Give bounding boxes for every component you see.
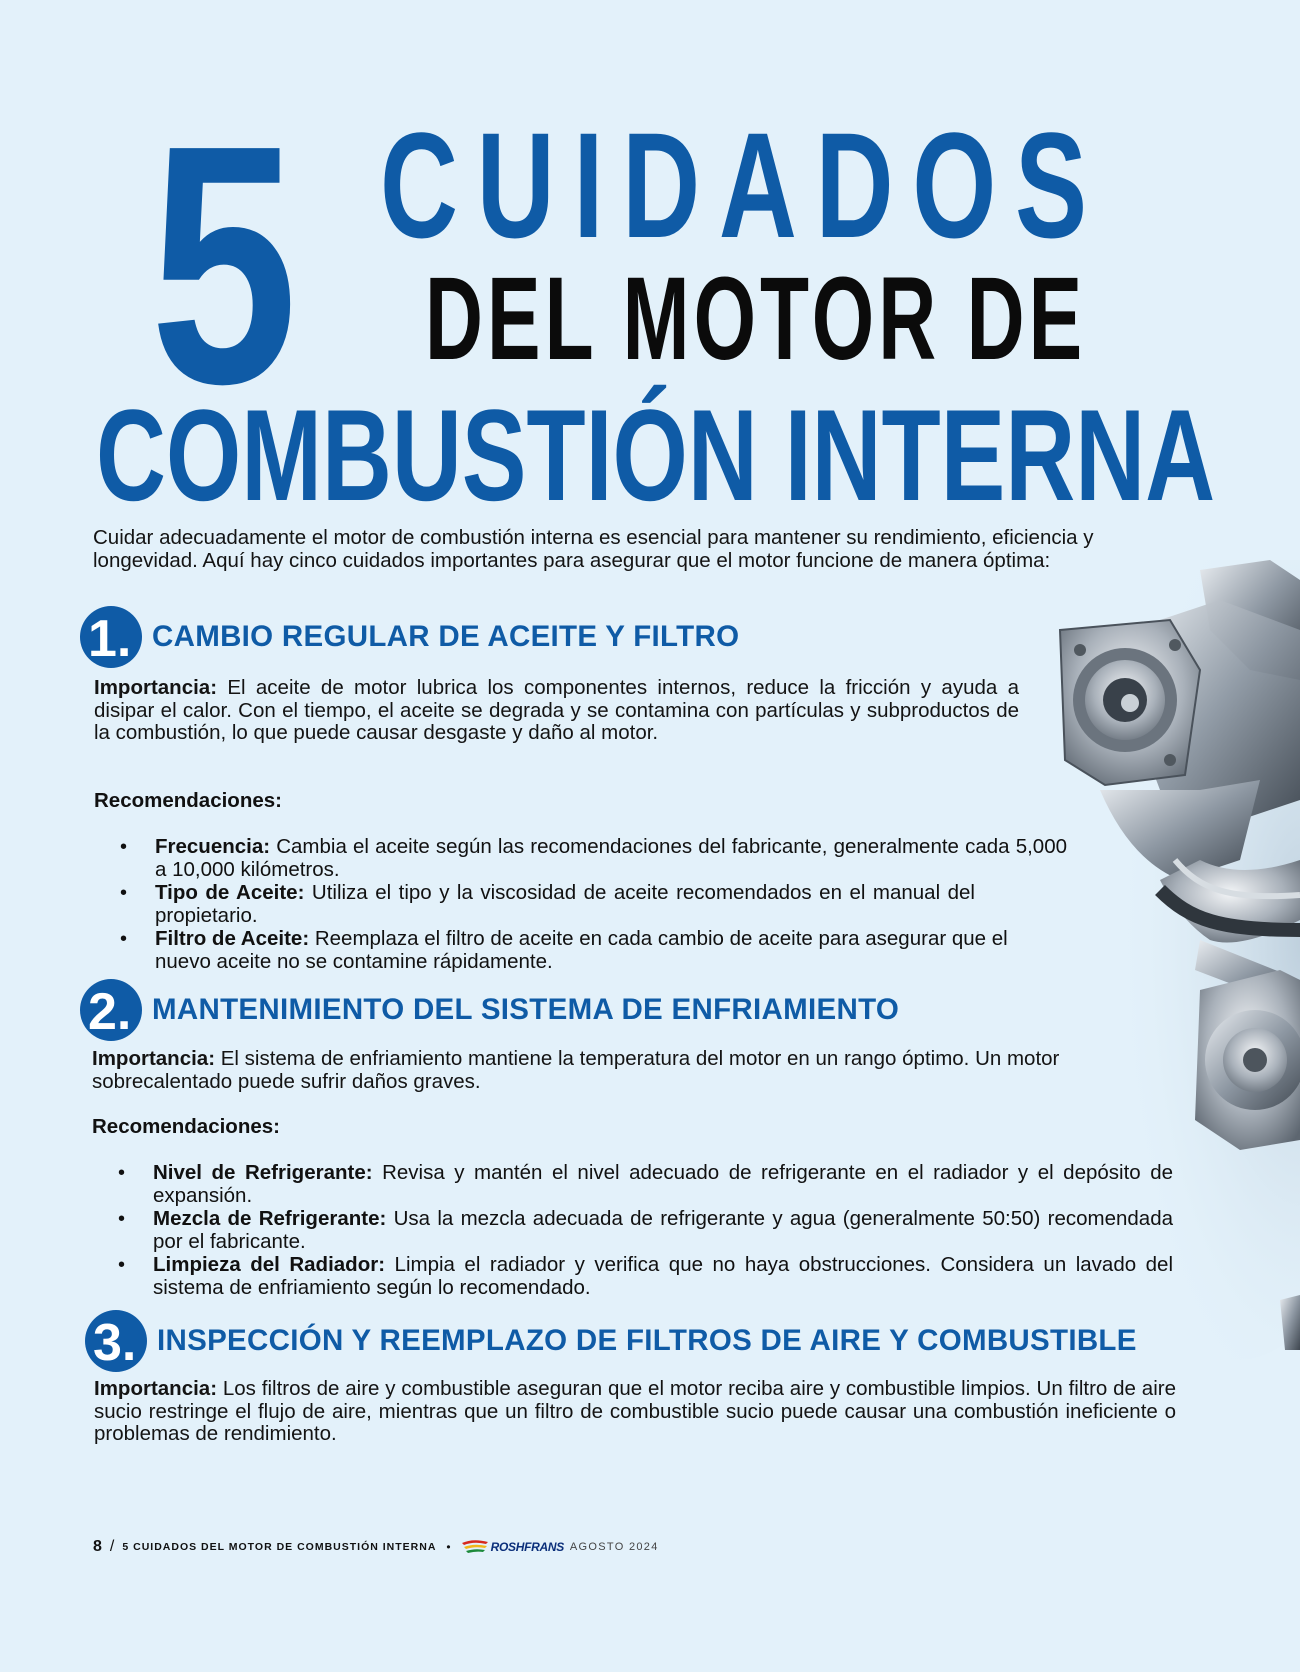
section-2-recommendations-label: Recomendaciones:	[92, 1115, 280, 1138]
title-line-3: COMBUSTIÓN INTERNA	[96, 382, 1216, 528]
section-2-number-badge: 2.	[80, 979, 142, 1041]
section-1-importance: Importancia: El aceite de motor lubrica los componentes internos, reduce la fricción y ayuda a disipar el calor. Con el tiempo, el aceite se degrada y se contamina con partículas y subproductos de la combustión, lo que puede causar desgaste y daño al motor.	[94, 676, 1019, 744]
title-number: 5	[150, 75, 293, 455]
footer-separator: /	[109, 1538, 115, 1555]
issue-date: AGOSTO 2024	[569, 1541, 659, 1553]
list-item: • Nivel de Refrigerante: Revisa y mantén el nivel adecuado de refrigerante en el radiador y el depósito de expansión.	[118, 1162, 1173, 1207]
section-2-title: MANTENIMIENTO DEL SISTEMA DE ENFRIAMIENTO	[152, 993, 900, 1026]
section-1-list	[120, 836, 1067, 974]
footer-title: 5 CUIDADOS DEL MOTOR DE COMBUSTIÓN INTERNA	[122, 1541, 437, 1553]
brand-name: ROSHFRANS	[490, 1540, 564, 1554]
section-3-importance: Importancia: Los filtros de aire y combustible aseguran que el motor reciba aire y combustible limpios. Un filtro de aire sucio restringe el flujo de aire, mientras que un filtro de combustible sucio puede causar una combustión ineficiente o problemas de rendimiento.	[94, 1377, 1176, 1445]
section-1-number-badge: 1.	[80, 606, 142, 668]
section-2-heading	[80, 979, 899, 1041]
list-item: • Filtro de Aceite: Reemplaza el filtro de aceite en cada cambio de aceite para asegurar que el nuevo aceite no se contamine rápidamente.	[120, 928, 1067, 973]
section-2-list	[118, 1162, 1173, 1300]
section-3-title: INSPECCIÓN Y REEMPLAZO DE FILTROS DE AIRE Y COMBUSTIBLE	[157, 1324, 1137, 1357]
section-2-importance: Importancia: El sistema de enfriamiento mantiene la temperatura del motor en un rango óptimo. Un motor sobrecalentado puede sufrir daños graves.	[92, 1047, 1060, 1093]
page-number: 8	[93, 1538, 102, 1555]
list-item: • Frecuencia: Cambia el aceite según las recomendaciones del fabricante, generalmente cada 5,000 a 10,000 kilómetros.	[120, 836, 1067, 881]
section-3-number-badge: 3.	[85, 1310, 147, 1372]
title-line-2: DEL MOTOR DE	[425, 253, 1087, 385]
list-item: • Tipo de Aceite: Utiliza el tipo y la viscosidad de aceite recomendados en el manual del propietario.	[120, 882, 975, 927]
section-3-heading	[85, 1310, 1137, 1372]
section-1-heading	[80, 606, 739, 668]
roshfrans-logo	[461, 1539, 564, 1555]
title-line-1: CUIDADOS	[380, 101, 1106, 269]
section-1-recommendations-label: Recomendaciones:	[94, 789, 282, 812]
roshfrans-logo-mark-icon	[461, 1539, 489, 1555]
list-item: • Limpieza del Radiador: Limpia el radiador y verifica que no haya obstrucciones. Considera un lavado del sistema de enfriamiento según lo recomendado.	[118, 1254, 1173, 1299]
intro-paragraph: Cuidar adecuadamente el motor de combustión interna es esencial para mantener su rendimiento, eficiencia y longevidad. Aquí hay cinco cuidados importantes para asegurar que el motor funcione de manera óptima:	[93, 526, 1094, 572]
footer-bullet: •	[446, 1540, 451, 1554]
page-footer	[93, 1538, 659, 1556]
section-1-title: CAMBIO REGULAR DE ACEITE Y FILTRO	[152, 620, 740, 653]
list-item: • Mezcla de Refrigerante: Usa la mezcla adecuada de refrigerante y agua (generalmente 50:50) recomendada por el fabricante.	[118, 1208, 1173, 1253]
